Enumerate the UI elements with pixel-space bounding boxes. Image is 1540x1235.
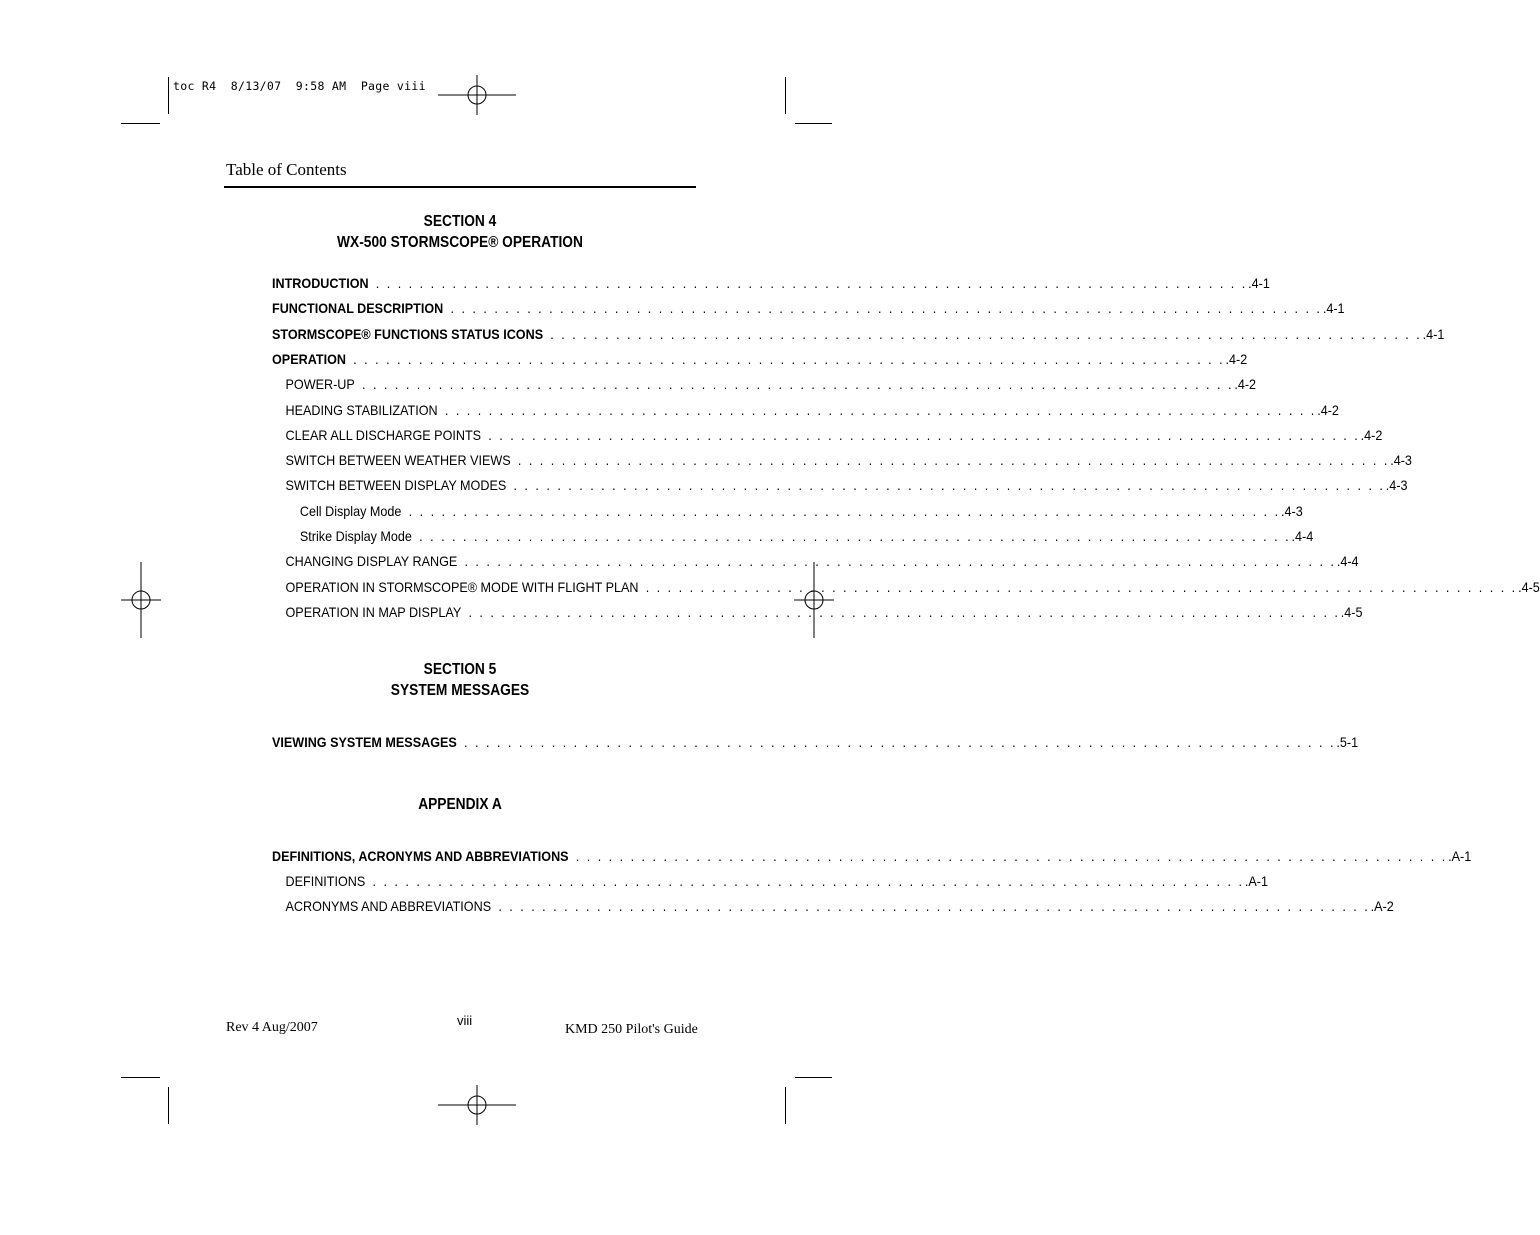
crop-mark — [121, 123, 160, 124]
crop-mark — [168, 77, 169, 114]
toc-entry-label: DEFINITIONS — [285, 873, 366, 889]
toc-entry-label: OPERATION IN STORMSCOPE® MODE WITH FLIGHT PLAN — [285, 578, 639, 595]
toc-entry — [0, 325, 1445, 346]
toc-entry-row — [285, 898, 1394, 914]
toc-entry-page: .4-1 — [1322, 300, 1345, 317]
toc-entry — [0, 502, 1303, 523]
toc-entry-label: INTRODUCTION — [272, 275, 369, 291]
toc-entry-label: CHANGING DISPLAY RANGE — [285, 553, 458, 570]
crop-mark — [785, 77, 786, 114]
toc-entry — [0, 401, 1339, 422]
toc-entry-row — [285, 452, 1412, 469]
toc-entry — [0, 477, 1408, 497]
printer-slug: toc R4 8/13/07 9:58 AM Page viii — [173, 79, 426, 93]
crop-mark — [168, 1087, 169, 1124]
running-header: Table of Contents — [226, 160, 347, 179]
toc-entry-page: .A-1 — [1244, 873, 1268, 889]
toc-dot-leader: . . . . . . . . . . . . . . . . . . . . . . . . . . . . . . . . . . . . . . . . . . . . . . . . . . . . . . . . . . . . . . . . . . . . . . . . . . . . . . . . — [372, 873, 1244, 889]
toc-dot-leader: . . . . . . . . . . . . . . . . . . . . . . . . . . . . . . . . . . . . . . . . . . . . . . . . . . . . . . . . . . . . . . . . . . . . . . . . . . . . . . . . — [468, 603, 1340, 620]
toc-entry — [0, 848, 1472, 868]
toc-entry — [0, 578, 1540, 599]
toc-entry-page: .4-2 — [1317, 401, 1339, 418]
toc-entry — [0, 452, 1412, 472]
toc-entry-label: STORMSCOPE® FUNCTIONS STATUS ICONS — [272, 325, 544, 342]
toc-entry — [0, 350, 1248, 371]
registration-mark-icon — [438, 1085, 516, 1125]
crop-mark — [795, 1077, 832, 1078]
toc-entry-page: .4-3 — [1390, 452, 1412, 469]
footer-revision: Rev 4 Aug/2007 — [226, 1020, 318, 1035]
toc-entry-label: OPERATION IN MAP DISPLAY — [285, 603, 462, 620]
registration-mark-icon — [794, 562, 834, 638]
toc-entry-row — [272, 350, 1248, 367]
toc-entry-page: .4-2 — [1225, 350, 1248, 367]
section-5-number: SECTION 5 — [423, 661, 497, 678]
toc-entry-label: FUNCTIONAL DESCRIPTION — [272, 300, 444, 317]
toc-entry-page: .4-1 — [1422, 325, 1445, 342]
toc-entry-row — [272, 275, 1270, 291]
toc-entry — [0, 300, 1345, 320]
toc-dot-leader: . . . . . . . . . . . . . . . . . . . . . . . . . . . . . . . . . . . . . . . . . . . . . . . . . . . . . . . . . . . . . . . . . . . . . . . . . . . . . . . . — [464, 734, 1336, 750]
toc-entry-row — [299, 528, 1314, 544]
toc-entry-row — [285, 376, 1257, 393]
toc-dot-leader: . . . . . . . . . . . . . . . . . . . . . . . . . . . . . . . . . . . . . . . . . . . . . . . . . . . . . . . . . . . . . . . . . . . . . . . . . . . . . . . . — [444, 401, 1317, 418]
toc-dot-leader: . . . . . . . . . . . . . . . . . . . . . . . . . . . . . . . . . . . . . . . . . . . . . . . . . . . . . . . . . . . . . . . . . . . . . . . . . . . . . . . . — [353, 350, 1225, 367]
toc-entry — [0, 376, 1257, 396]
toc-entry — [0, 553, 1359, 573]
toc-entry-row — [285, 401, 1339, 418]
toc-entry-label: CLEAR ALL DISCHARGE POINTS — [285, 426, 482, 443]
toc-entry-row — [272, 734, 1359, 750]
toc-entry-page: .5-1 — [1336, 734, 1359, 750]
toc-entry-page: .4-1 — [1248, 275, 1270, 291]
section-5-title: SYSTEM MESSAGES — [390, 682, 530, 699]
toc-entry-page: .4-2 — [1234, 376, 1257, 393]
toc-entry-label: SWITCH BETWEEN WEATHER VIEWS — [285, 452, 511, 469]
toc-dot-leader: . . . . . . . . . . . . . . . . . . . . . . . . . . . . . . . . . . . . . . . . . . . . . . . . . . . . . . . . . . . . . . . . . . . . . . . . . . . . . . . . — [550, 325, 1422, 342]
toc-entry-label: HEADING STABILIZATION — [285, 401, 438, 418]
toc-entry-page: .4-5 — [1340, 603, 1363, 620]
toc-dot-leader: . . . . . . . . . . . . . . . . . . . . . . . . . . . . . . . . . . . . . . . . . . . . . . . . . . . . . . . . . . . . . . . . . . . . . . . . . . . . . . . . — [464, 553, 1336, 570]
section-4-heading — [259, 211, 661, 253]
registration-mark-icon — [438, 75, 516, 115]
toc-entry — [0, 898, 1394, 918]
toc-dot-leader: . . . . . . . . . . . . . . . . . . . . . . . . . . . . . . . . . . . . . . . . . . . . . . . . . . . . . . . . . . . . . . . . . . . . . . . . . . . . . . . . — [450, 300, 1322, 317]
toc-dot-leader: . . . . . . . . . . . . . . . . . . . . . . . . . . . . . . . . . . . . . . . . . . . . . . . . . . . . . . . . . . . . . . . . . . . . . . . . . . . . . . . . — [408, 502, 1281, 519]
toc-entry-page: .4-3 — [1385, 477, 1408, 494]
toc-dot-leader: . . . . . . . . . . . . . . . . . . . . . . . . . . . . . . . . . . . . . . . . . . . . . . . . . . . . . . . . . . . . . . . . . . . . . . . . . . . . . . . . — [513, 477, 1385, 494]
footer-page-number: viii — [457, 1013, 473, 1028]
toc-entry-label: DEFINITIONS, ACRONYMS AND ABBREVIATIONS — [272, 848, 569, 864]
toc-entry-page: .4-4 — [1291, 528, 1314, 544]
footer-guide-title: KMD 250 Pilot's Guide — [565, 1022, 698, 1037]
toc-dot-leader: . . . . . . . . . . . . . . . . . . . . . . . . . . . . . . . . . . . . . . . . . . . . . . . . . . . . . . . . . . . . . . . . . . . . . . . . . . . . . . . . — [645, 578, 1518, 595]
appendix-a-heading — [259, 794, 661, 815]
crop-mark — [785, 1087, 786, 1124]
toc-dot-leader: . . . . . . . . . . . . . . . . . . . . . . . . . . . . . . . . . . . . . . . . . . . . . . . . . . . . . . . . . . . . . . . . . . . . . . . . . . . . . . . . — [362, 376, 1234, 393]
toc-entry-row — [285, 578, 1540, 595]
toc-entry-row — [285, 873, 1268, 889]
toc-entry-page: .4-5 — [1518, 578, 1540, 595]
toc-entry-page: .A-1 — [1448, 848, 1472, 864]
toc-entry-label: OPERATION — [272, 350, 346, 367]
toc-entry-label: ACRONYMS AND ABBREVIATIONS — [285, 898, 492, 914]
toc-entry-label: Strike Display Mode — [299, 528, 412, 544]
toc-entry-row — [285, 426, 1383, 443]
toc-dot-leader: . . . . . . . . . . . . . . . . . . . . . . . . . . . . . . . . . . . . . . . . . . . . . . . . . . . . . . . . . . . . . . . . . . . . . . . . . . . . . . . . — [419, 528, 1291, 544]
toc-entry-row — [285, 477, 1408, 494]
toc-entry — [0, 426, 1383, 447]
toc-entry-row — [272, 848, 1472, 864]
section-4-title: WX-500 STORMSCOPE® OPERATION — [337, 234, 583, 251]
toc-entry — [0, 873, 1268, 893]
toc-entry-page: .4-2 — [1360, 426, 1383, 443]
toc-entry-label: Cell Display Mode — [299, 502, 402, 519]
registration-mark-icon — [121, 562, 161, 638]
toc-entry-row — [272, 300, 1345, 317]
toc-entry — [0, 734, 1359, 754]
toc-dot-leader: . . . . . . . . . . . . . . . . . . . . . . . . . . . . . . . . . . . . . . . . . . . . . . . . . . . . . . . . . . . . . . . . . . . . . . . . . . . . . . . . — [498, 898, 1370, 914]
crop-mark — [795, 123, 832, 124]
section-5-heading — [259, 659, 661, 701]
toc-entry — [0, 275, 1270, 295]
toc-entry-row — [285, 603, 1363, 620]
toc-entry-row — [299, 502, 1303, 519]
toc-entry-label: SWITCH BETWEEN DISPLAY MODES — [285, 477, 507, 494]
toc-dot-leader: . . . . . . . . . . . . . . . . . . . . . . . . . . . . . . . . . . . . . . . . . . . . . . . . . . . . . . . . . . . . . . . . . . . . . . . . . . . . . . . . — [375, 275, 1248, 291]
toc-entry-page: .A-2 — [1370, 898, 1394, 914]
toc-entry-label: POWER-UP — [285, 376, 355, 393]
toc-dot-leader: . . . . . . . . . . . . . . . . . . . . . . . . . . . . . . . . . . . . . . . . . . . . . . . . . . . . . . . . . . . . . . . . . . . . . . . . . . . . . . . . — [517, 452, 1390, 469]
toc-entry-row — [272, 325, 1445, 342]
crop-mark — [121, 1077, 160, 1078]
toc-entry-row — [285, 553, 1359, 570]
toc-entry-page: .4-3 — [1280, 502, 1303, 519]
toc-dot-leader: . . . . . . . . . . . . . . . . . . . . . . . . . . . . . . . . . . . . . . . . . . . . . . . . . . . . . . . . . . . . . . . . . . . . . . . . . . . . . . . . — [575, 848, 1448, 864]
appendix-a-title: APPENDIX A — [418, 796, 502, 813]
toc-entry — [0, 603, 1363, 624]
toc-entry-page: .4-4 — [1336, 553, 1359, 570]
toc-dot-leader: . . . . . . . . . . . . . . . . . . . . . . . . . . . . . . . . . . . . . . . . . . . . . . . . . . . . . . . . . . . . . . . . . . . . . . . . . . . . . . . . — [488, 426, 1360, 443]
header-rule — [224, 186, 696, 188]
toc-entry-label: VIEWING SYSTEM MESSAGES — [272, 734, 457, 750]
toc-entry — [0, 528, 1314, 548]
section-4-number: SECTION 4 — [423, 213, 497, 230]
